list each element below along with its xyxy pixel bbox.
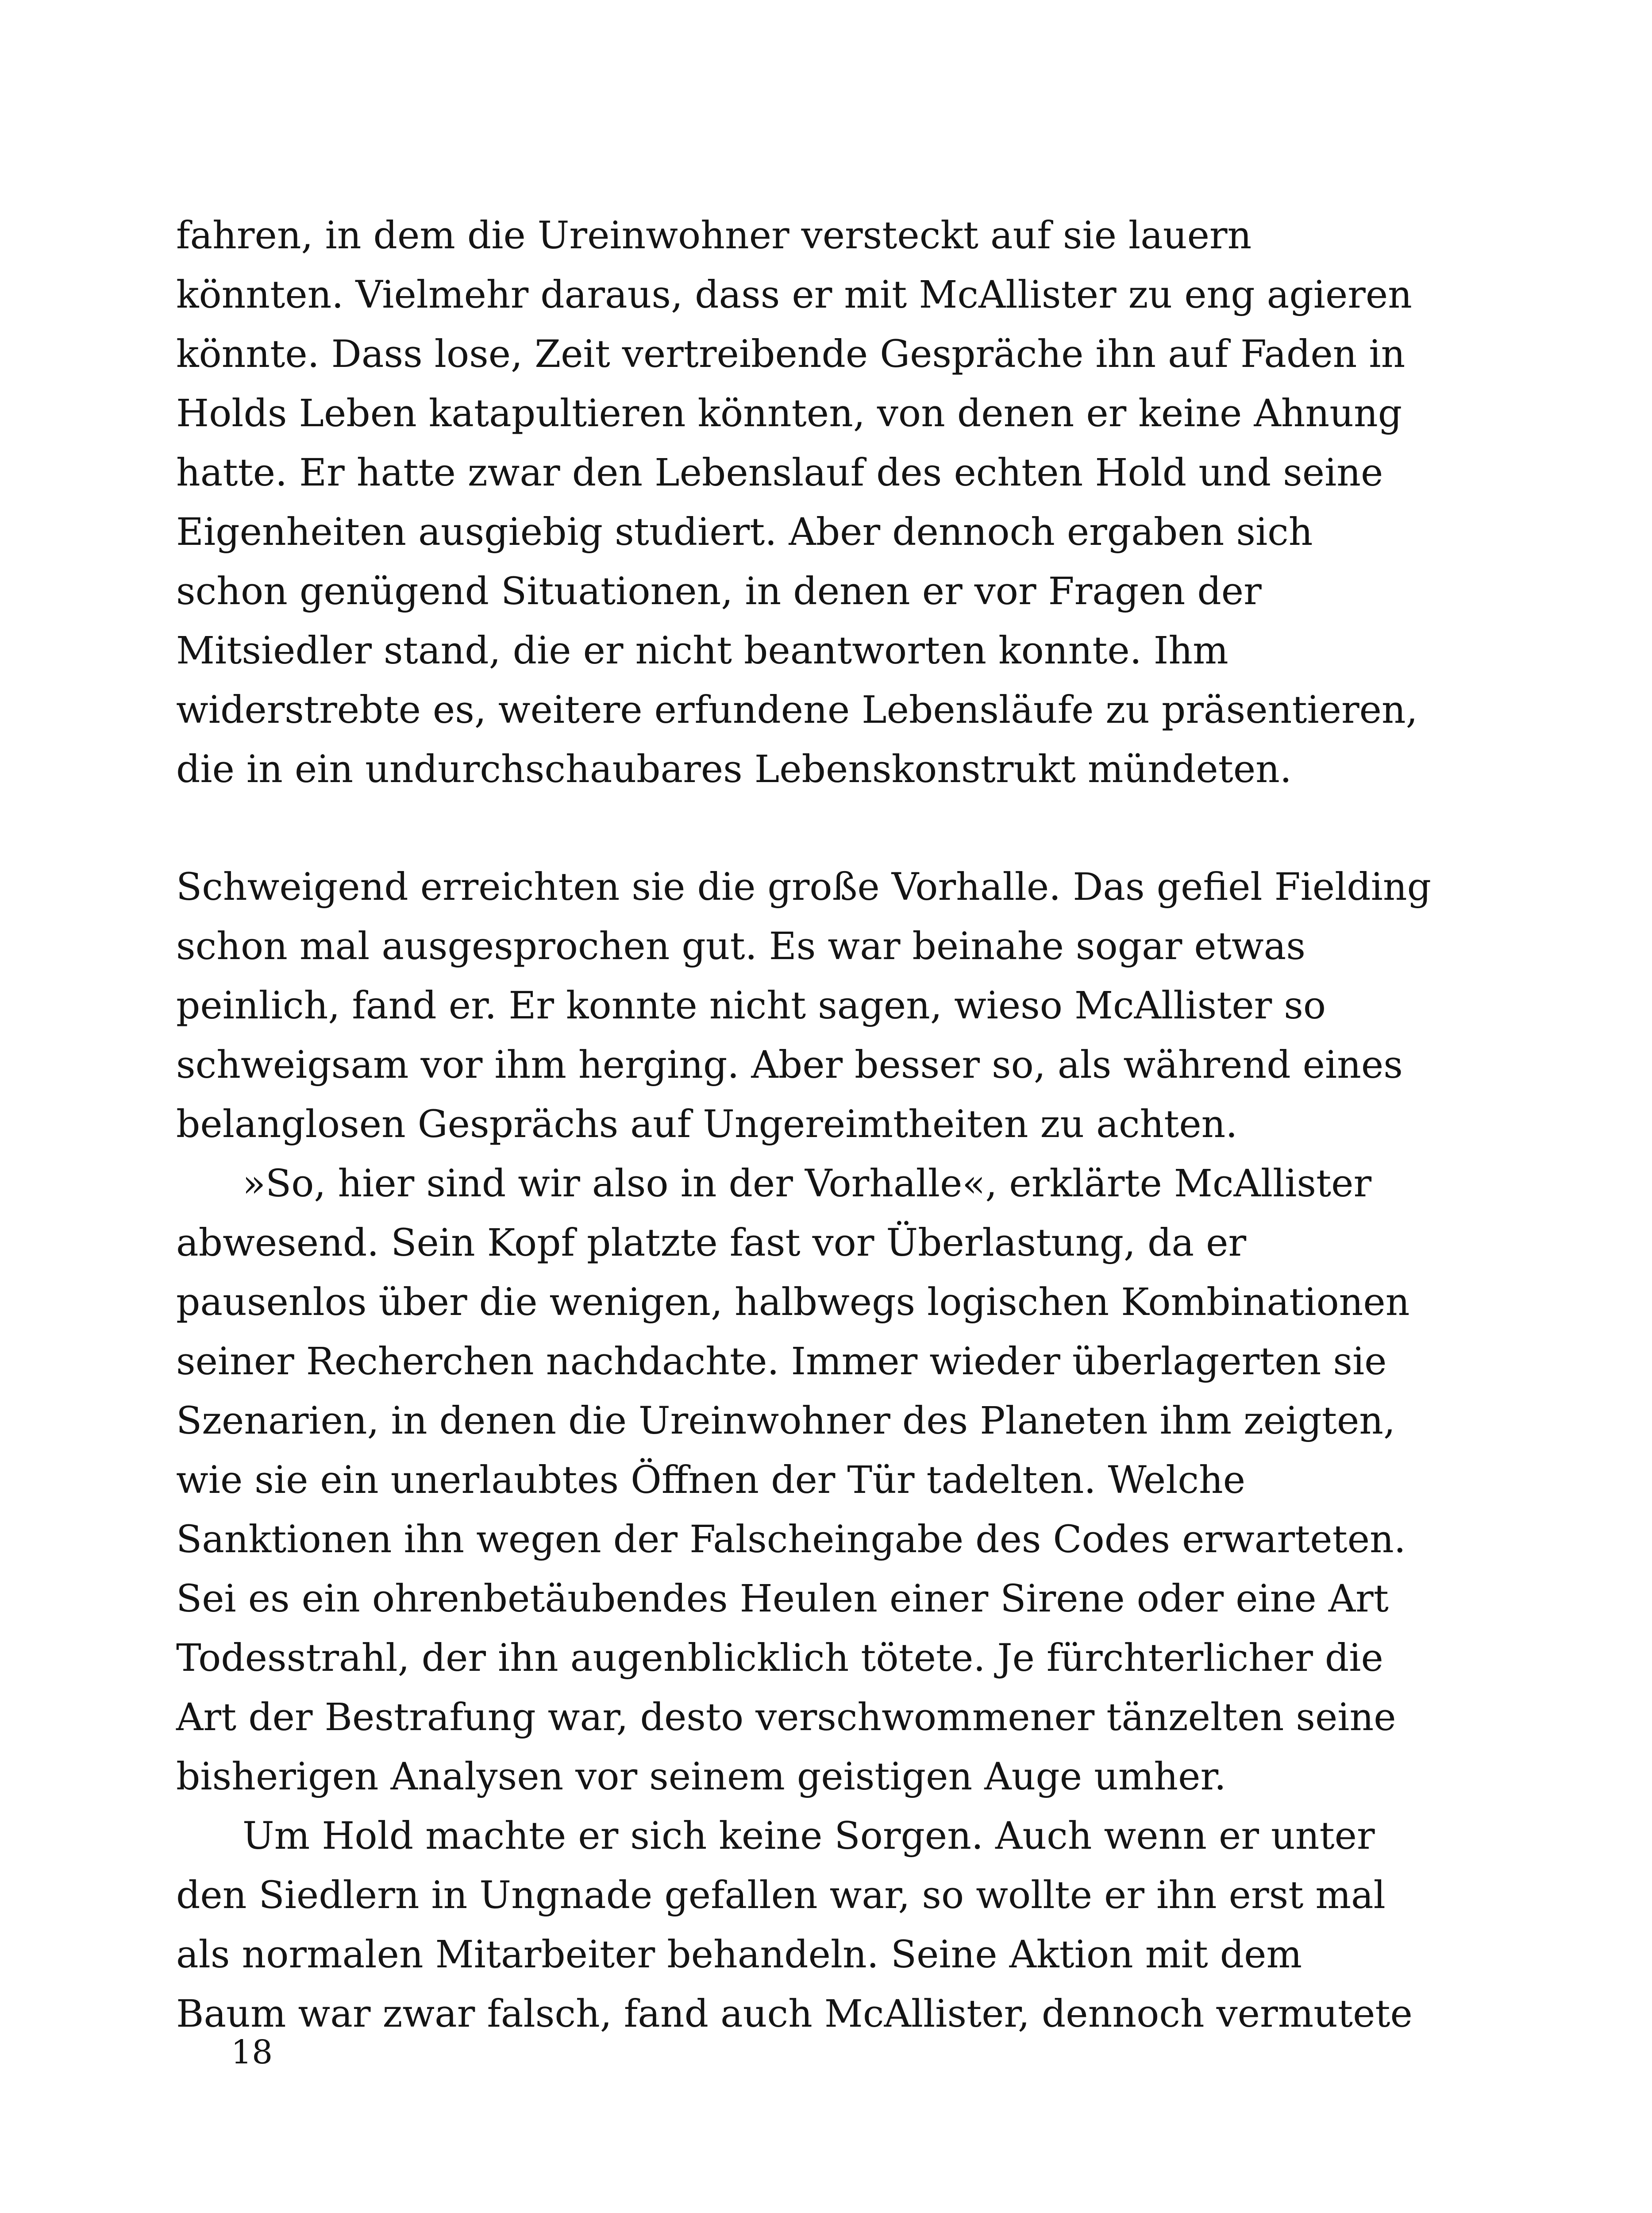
text-line: Art der Bestrafung war, desto verschwommener tänzelten seine: [176, 1696, 1396, 1739]
text-line: bisherigen Analysen vor seinem geistigen Auge umher.: [176, 1755, 1226, 1799]
text-line: wie sie ein unerlaubtes Öffnen der Tür tadelten. Welche: [176, 1458, 1246, 1502]
text-line: Todesstrahl, der ihn augenblicklich tötete. Je fürchterlicher die: [176, 1636, 1383, 1680]
text-line: abwesend. Sein Kopf platzte fast vor Überlastung, da er: [176, 1221, 1247, 1265]
paragraph-4: [176, 1807, 1459, 2044]
text-line: schweigsam vor ihm herging. Aber besser so, als während eines: [176, 1043, 1403, 1087]
text-line: Szenarien, in denen die Ureinwohner des Planeten ihm zeigten,: [176, 1399, 1396, 1443]
text-line: pausenlos über die wenigen, halbwegs logischen Kombinationen: [176, 1280, 1410, 1324]
text-line: widerstrebte es, weitere erfundene Lebensläufe zu präsentieren,: [176, 688, 1418, 732]
text-line: schon mal ausgesprochen gut. Es war beinahe sogar etwas: [176, 925, 1305, 968]
text-line: Holds Leben katapultieren könnten, von denen er keine Ahnung: [176, 392, 1402, 436]
section-first: [176, 206, 1459, 799]
text-line: Mitsiedler stand, die er nicht beantworten konnte. Ihm: [176, 629, 1228, 673]
text-line: Baum war zwar falsch, fand auch McAllister, dennoch vermutete: [176, 1992, 1413, 2036]
text-line: fahren, in dem die Ureinwohner versteckt auf sie lauern: [176, 214, 1252, 258]
text-line: hatte. Er hatte zwar den Lebenslauf des echten Hold und seine: [176, 451, 1383, 495]
paragraph-3: [176, 1154, 1459, 1807]
text-line: Um Hold machte er sich keine Sorgen. Auch wenn er unter: [243, 1814, 1375, 1858]
text-line: könnte. Dass lose, Zeit vertreibende Gespräche ihn auf Faden in: [176, 332, 1406, 376]
paragraph-2: [176, 858, 1459, 1154]
section-second: [176, 858, 1459, 2044]
text-line: peinlich, fand er. Er konnte nicht sagen, wieso McAllister so: [176, 984, 1326, 1028]
text-line: könnten. Vielmehr daraus, dass er mit McAllister zu eng agieren: [176, 273, 1412, 317]
text-line: belanglosen Gesprächs auf Ungereimtheiten zu achten.: [176, 1103, 1238, 1146]
text-line: als normalen Mitarbeiter behandeln. Seine Aktion mit dem: [176, 1933, 1302, 1977]
text-line: die in ein undurchschaubares Lebenskonstrukt mündeten.: [176, 748, 1292, 791]
text-line: den Siedlern in Ungnade gefallen war, so wollte er ihn erst mal: [176, 1874, 1386, 1917]
text-line: seiner Recherchen nachdachte. Immer wieder überlagerten sie: [176, 1340, 1387, 1384]
text-line: Sanktionen ihn wegen der Falscheingabe des Codes erwarteten.: [176, 1518, 1406, 1561]
text-line: Schweigend erreichten sie die große Vorhalle. Das gefiel Fielding: [176, 865, 1432, 909]
text-line: Sei es ein ohrenbetäubendes Heulen einer Sirene oder eine Art: [176, 1577, 1389, 1621]
text-line: schon genügend Situationen, in denen er vor Fragen der: [176, 570, 1262, 613]
page-number: 18: [231, 2033, 273, 2071]
paragraph-1: [176, 206, 1459, 799]
text-line: Eigenheiten ausgiebig studiert. Aber dennoch ergaben sich: [176, 510, 1313, 554]
text-line: »So, hier sind wir also in der Vorhalle«, erklärte McAllister: [243, 1162, 1372, 1206]
